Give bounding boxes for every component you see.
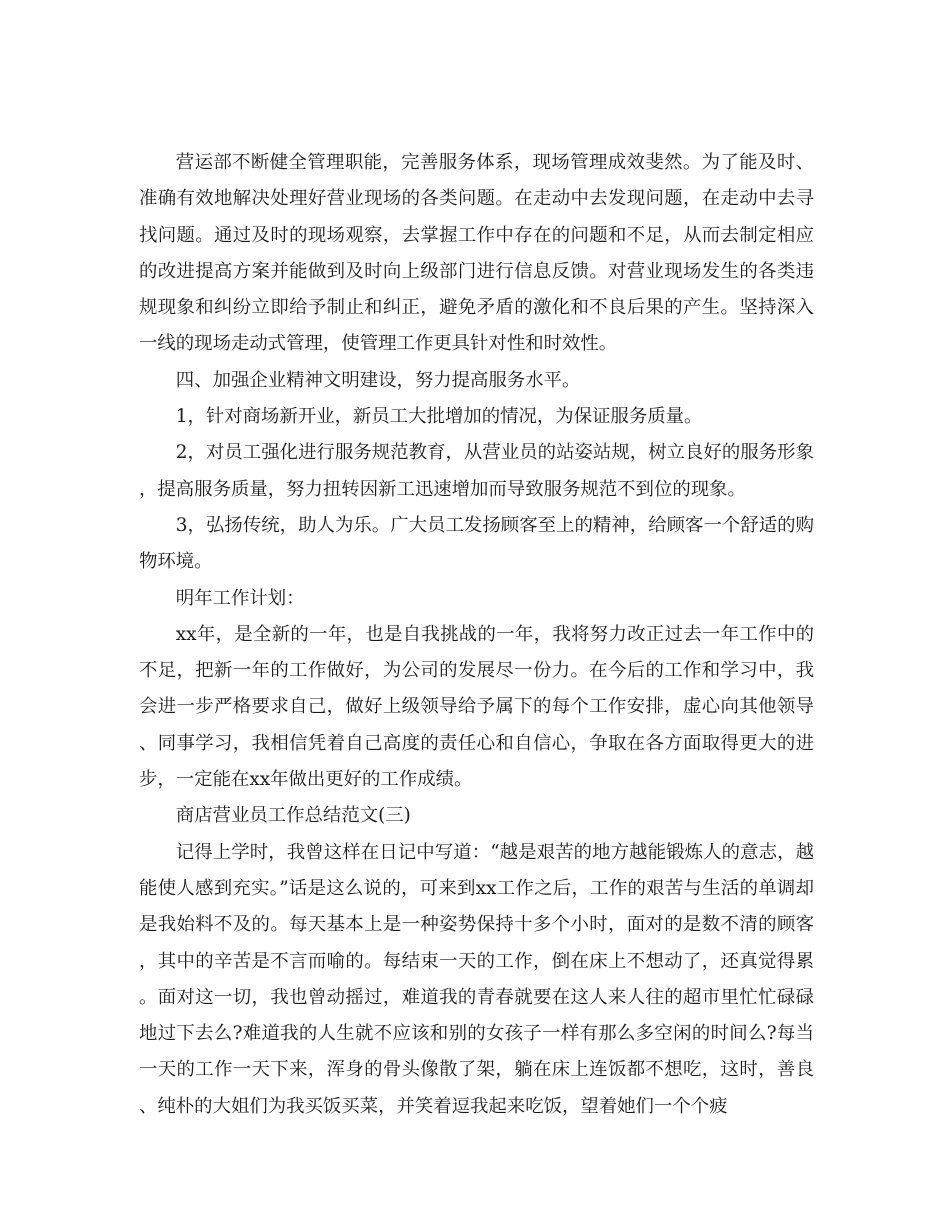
- paragraph-diary: 记得上学时，我曾这样在日记中写道：“越是艰苦的地方越能锻炼人的意志，越能使人感到充实。”话是这么说的，可来到xx工作之后，工作的艰苦与生活的单调却是我始料不及的。每天基本上是一种姿势保持十多个小时，面对的是数不清的顾客，其中的辛苦是不言而喻的。每结束一天的工作，倒在床上不想动了，还真觉得累。面对这一切，我也曾动摇过，难道我的青春就要在这人来人往的超市里忙忙碌碌地过下去么?难道我的人生就不应该和别的女孩子一样有那么多空闲的时间么?每当一天的工作一天下来，浑身的骨头像散了架，躺在床上连饭都不想吃，这时，善良、纯朴的大姐们为我买饭买菜，并笑着逗我起来吃饭，望着她们一个个疲: [139, 841, 814, 1117]
- document-body: [139, 145, 814, 1125]
- paragraph-plan: xx年，是全新的一年，也是自我挑战的一年，我将努力改正过去一年工作中的不足，把新一年的工作做好，为公司的发展尽一份力。在今后的工作和学习中，我会进一步严格要求自己，做好上级领导给予属下的每个工作安排，虚心向其他领导、同事学习，我相信凭着自己高度的责任心和自信心，争取在各方面取得更大的进步，一定能在xx年做出更好的工作成绩。: [139, 623, 814, 791]
- section-heading-spirit: 四、加强企业精神文明建设，努力提高服务水平。: [175, 369, 581, 391]
- section-heading-plan: 明年工作计划：: [175, 587, 305, 609]
- list-item-3: 3，弘扬传统，助人为乐。广大员工发扬顾客至上的精神，给顾客一个舒适的购物环境。: [139, 514, 814, 573]
- list-item-1: 1，针对商场新开业，新员工大批增加的情况，为保证服务质量。: [175, 406, 703, 428]
- section-heading-summary-3: 商店营业员工作总结范文(三): [175, 805, 411, 827]
- list-item-2: 2，对员工强化进行服务规范教育，从营业员的站姿站规，树立良好的服务形象，提高服务质量，努力扭转因新工迅速增加而导致服务规范不到位的现象。: [139, 442, 814, 500]
- paragraph-operations: 营运部不断健全管理职能，完善服务体系，现场管理成效斐然。为了能及时、准确有效地解决处理好营业现场的各类问题。在走动中去发现问题，在走动中去寻找问题。通过及时的现场观察，去掌握工作中存在的问题和不足，从而去制定相应的改进提高方案并能做到及时向上级部门进行信息反馈。对营业现场发生的各类违规现象和纠纷立即给予制止和纠正，避免矛盾的激化和不良后果的产生。坚持深入一线的现场走动式管理，使管理工作更具针对性和时效性。: [139, 152, 814, 355]
